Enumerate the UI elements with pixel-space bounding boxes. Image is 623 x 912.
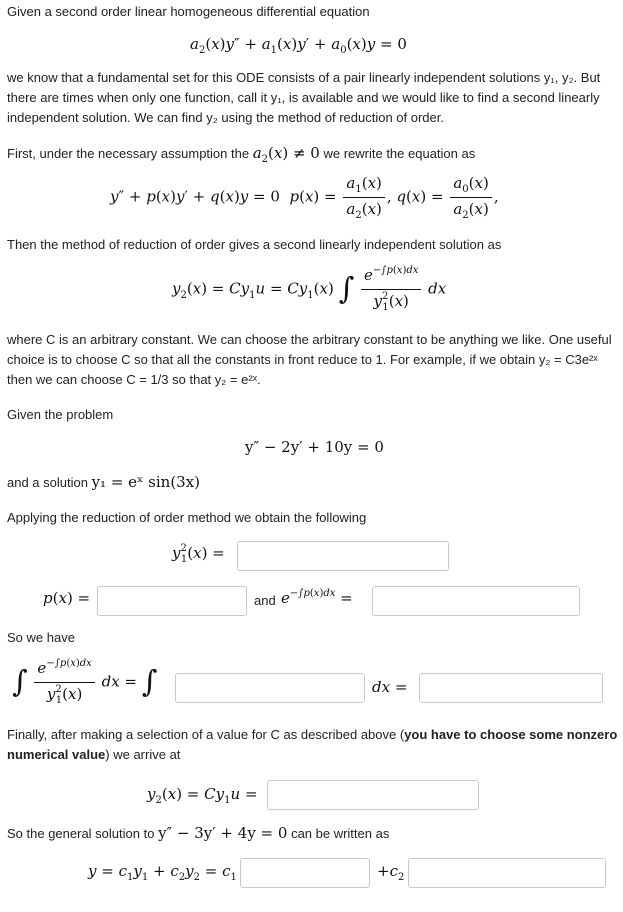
- finally-paragraph: [7, 725, 619, 765]
- c1-term-input[interactable]: [240, 858, 370, 888]
- given-problem-text: Given the problem: [7, 407, 114, 422]
- assumption-text-pre: First, under the necessary assumption the: [7, 146, 250, 161]
- arbitrary-constant-paragraph: where C is an arbitrary constant. We can choose the arbitrary constant to be anything we like. One useful choice is to choose C so that all the constants in front reduce to 1. For example, if we obtain y₂ = C3e²ˣ then we can choose C = 1/3 so that y₂ = e²ˣ.: [7, 332, 612, 387]
- general-ode-equation: $a_2(x)y'' + a_1(x)y' + a_0(x)y = 0$: [190, 35, 407, 56]
- standard-form-equation: y″ + p(x)y′ + q(x)y = 0 p(x) = $\frac{a_1(x)}{a_2(x)}$ , q(x) = $\frac{a_0(x)}{a_2(x)}$ ,: [110, 174, 499, 221]
- general-solution-text-post: can be written as: [291, 826, 390, 841]
- solution-line: [7, 472, 200, 493]
- so-we-have-text: So we have: [7, 630, 75, 645]
- applying-text: Applying the reduction of order method we obtain the following: [7, 510, 367, 525]
- assumption-line: [7, 143, 475, 166]
- c2-term-input[interactable]: [408, 858, 606, 888]
- assumption-text-post: we rewrite the equation as: [323, 146, 476, 161]
- y1-squared-label: $y^2_1(x)$ =: [172, 543, 225, 565]
- solution-text: and a solution: [7, 475, 88, 490]
- finally-text-post: ) we arrive at: [105, 747, 181, 762]
- fundamental-set-paragraph: we know that a fundamental set for this ODE consists of a pair linearly independent solutions y₁, y₂. But there are times when only one function, call it y₁, is available and we would like to find a second linearly independent solution. We can find y₂ using the method of reduction of order.: [7, 70, 601, 125]
- p-of-x-input[interactable]: [97, 586, 247, 616]
- p-of-x-label: p(x) =: [43, 589, 91, 607]
- general-solution-text: So the general solution to: [7, 826, 155, 841]
- integral-expression: ∫ $\frac{e^{-\int p(x)dx}}{y^2_1(x)}$ dx = ∫: [12, 658, 158, 706]
- integrand-input[interactable]: [175, 673, 365, 703]
- integral-result-input[interactable]: [419, 673, 603, 703]
- solution-equation: y₁ = eˣ sin(3x): [91, 473, 201, 491]
- dx-label: dx =: [372, 678, 408, 696]
- exp-integral-input[interactable]: [372, 586, 580, 616]
- c2-label: $+c_2$: [377, 862, 405, 883]
- and-label: and: [254, 593, 276, 608]
- problem-equation: y″ − 2y′ + 10y = 0: [245, 438, 384, 456]
- y1-squared-input[interactable]: [237, 541, 449, 571]
- general-solution-equation: y″ − 3y′ + 4y = 0: [158, 824, 288, 842]
- intro-text: Given a second order linear homogeneous differential equation: [7, 4, 370, 19]
- finally-text-bold: you have to choose some nonzero numerical value: [7, 727, 618, 762]
- reduction-formula: $y_2(x) = Cy_1u = Cy_1(x)$ ∫ $\frac{e^{-\int p(x)dx}}{y^2_1(x)}$ dx: [172, 265, 447, 313]
- y2-label: $y_2(x) = Cy_1u$ =: [147, 785, 258, 806]
- general-solution-line: [7, 823, 389, 844]
- assumption-math: $a_2(x) \ne 0$: [252, 144, 320, 165]
- y2-input[interactable]: [267, 780, 479, 810]
- exp-integral-label: $e^{-\int p(x)dx}$ =: [281, 588, 353, 607]
- general-solution-form: $y = c_1y_1 + c_2y_2 = c_1$: [88, 862, 237, 883]
- finally-text-pre: Finally, after making a selection of a value for C as described above (: [7, 727, 405, 742]
- reduction-intro-text: Then the method of reduction of order gives a second linearly independent solution as: [7, 237, 502, 252]
